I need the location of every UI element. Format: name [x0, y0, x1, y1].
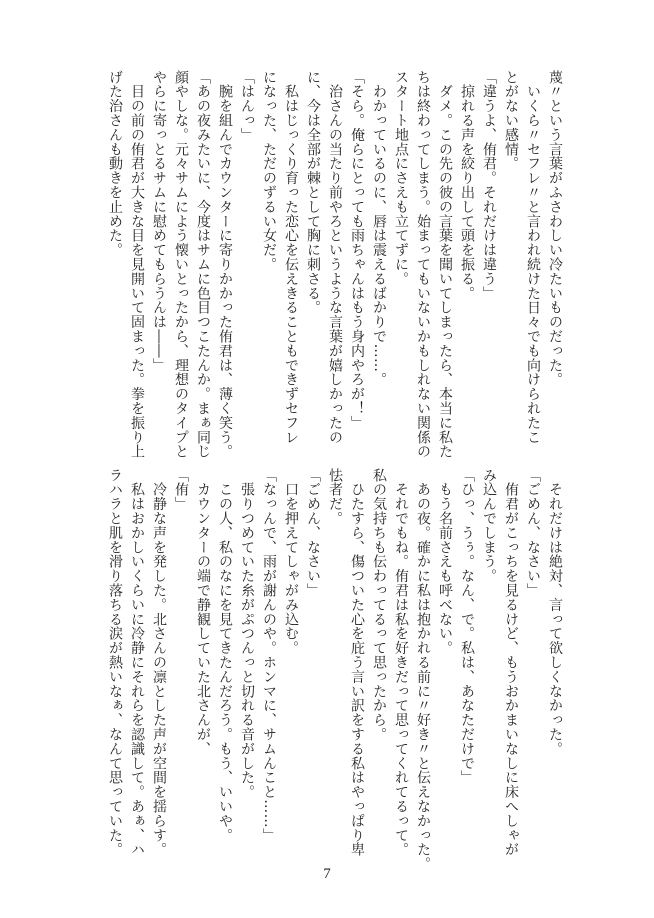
text-column: この人、私のなにを見てきたんだろう。もう、いいや。: [217, 468, 233, 843]
text-column: 「はんっ」: [239, 70, 255, 142]
text-column: 「なっんで、雨が謝んのや。ホンマに、サムんこと……」: [261, 468, 277, 843]
text-column: 顔やしな。元々サムによう懐いとったから、理想のタイプと: [173, 70, 189, 459]
text-column: 「違うよ、侑君。それだけは違う」: [481, 70, 497, 301]
text-column: になった、ただのずるい女だ。: [261, 70, 277, 272]
text-block-top: [86, 70, 566, 462]
text-column: 腕を組んでカウンターに寄りかかった侑君は、薄く笑う。: [217, 70, 233, 459]
text-column: とがない感情。: [503, 70, 519, 171]
text-column: いくら〃セフレ〃と言われ続けた日々でも向けられたこ: [525, 70, 541, 445]
text-column: もう名前さえも呼べない。: [437, 468, 453, 656]
text-column: 張りつめていた糸がぷつんっと切れる音がした。: [239, 468, 255, 800]
text-column: カウンターの端で静観していた北さんが、: [195, 468, 211, 756]
text-column: 「ひっ、うぅ。なん、で。私は、あなただけで」: [459, 468, 475, 785]
page-number: 7: [323, 866, 331, 882]
text-column: に、今は全部が棘として胸に刺さる。: [305, 70, 321, 315]
text-column: 冷静な声を発した。北さんの凛とした声が空間を揺らす。: [151, 468, 167, 857]
text-column: ラハラと肌を滑り落ちる涙が熱いなぁ、なんて思っていた。: [107, 468, 123, 857]
text-column: 「そら。俺らにとっても雨ちゃんはもう身内やろが！」: [349, 70, 365, 430]
text-column: ダメ。この先の彼の言葉を聞いてしまったら、本当に私た: [437, 70, 453, 459]
text-column: 蔑〃という言葉がふさわしい冷たいものだった。: [547, 70, 563, 387]
text-column: 「ごめん、なさい」: [525, 468, 541, 598]
text-column: やらに寄っとるサムに慰めてもらうんは――」: [151, 70, 167, 373]
text-column: 怯者だ。: [327, 468, 343, 526]
text-column: み込んでしまう。: [481, 468, 497, 584]
text-column: ちは終わってしまう。始まってもいないかもしれない関係の: [415, 70, 431, 459]
text-column: それでもね。侑君は私を好きだって思ってくれてるって。: [393, 468, 409, 857]
text-column: 口を押えてしゃがみ込む。: [283, 468, 299, 656]
text-column: 「あの夜みたいに、今度はサムに色目つこたんか。まぁ同じ: [195, 70, 211, 459]
text-column: 掠れる声を絞り出して頭を振る。: [459, 70, 475, 301]
text-column: あの夜。確かに私は抱かれる前に〃好き〃と伝えなかった。: [415, 468, 431, 872]
text-column: それだけは絶対、言って欲しくなかった。: [547, 468, 563, 756]
text-block-bottom: [86, 468, 566, 872]
text-column: 目の前の侑君が大きな目を見開いて固まった。拳を振り上: [129, 70, 145, 459]
text-column: げた治さんも動きを止めた。: [107, 70, 123, 258]
text-column: 私はおかしいくらいに冷静にそれらを認識して。あぁ、ハ: [129, 468, 145, 857]
text-column: わかっているのに、唇は震えるばかりで……。: [371, 70, 387, 387]
text-column: 「侑」: [173, 468, 189, 512]
text-column: スタート地点にさえも立てずに。: [393, 70, 409, 286]
text-column: 侑君がこっちを見るけど、もうおかまいなしに床へしゃが: [503, 468, 519, 857]
text-column: 治さんの当たり前やろというような言葉が嬉しかったの: [327, 70, 343, 445]
text-column: 私はじっくり育った恋心を伝えきることもできずセフレ: [283, 70, 299, 445]
text-column: 「ごめん、なさい」: [305, 468, 321, 598]
text-column: ひたすら、傷ついた心を庇う言い訳をする私はやっぱり卑: [349, 468, 365, 857]
text-column: 私の気持ちも伝わってるって思ったから。: [371, 468, 387, 742]
